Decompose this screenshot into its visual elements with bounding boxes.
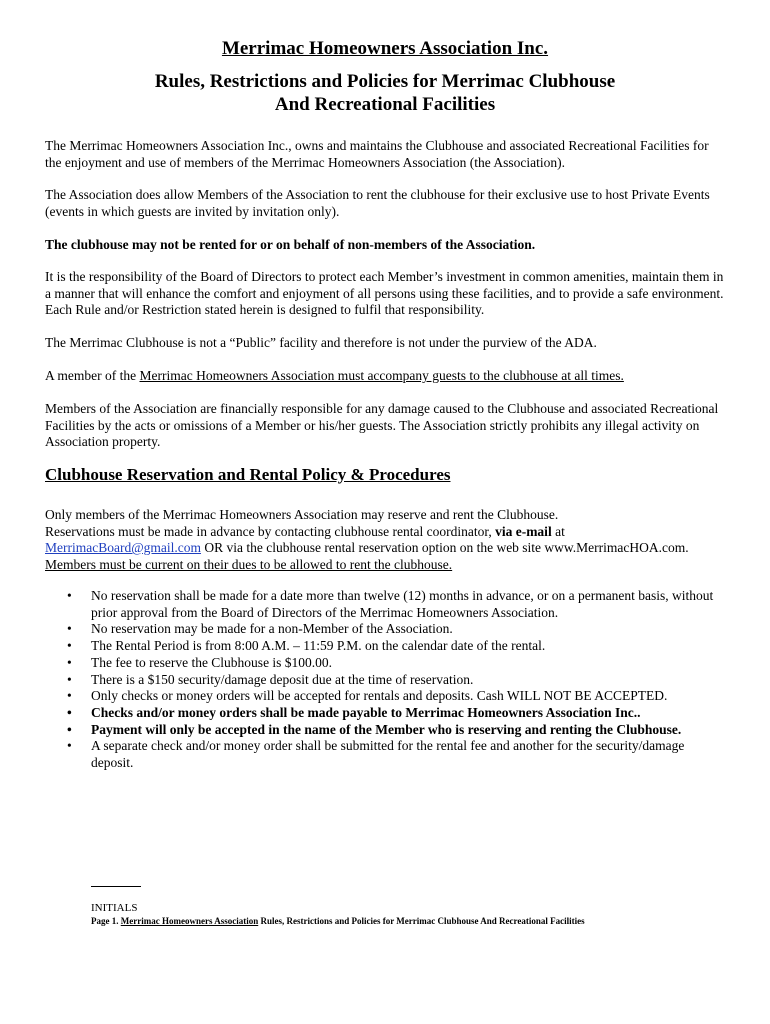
footer-page-label: Page 1. bbox=[91, 916, 121, 926]
list-item bbox=[45, 738, 725, 771]
contact-via-email: via e-mail bbox=[495, 523, 552, 539]
guests-underlined: Merrimac Homeowners Association must accompany guests to the clubhouse at all times. bbox=[139, 368, 624, 383]
list-item-text: Payment will only be accepted in the name of the Member who is reserving and renting the Clubhouse. bbox=[91, 721, 682, 737]
list-item bbox=[45, 722, 725, 739]
guests-prefix: A member of the bbox=[45, 368, 140, 383]
list-item bbox=[45, 621, 725, 638]
intro-paragraph-ownership: The Merrimac Homeowners Association Inc., owns and maintains the Clubhouse and associated Recreational Facilities for the enjoyment and use of members of the Merrimac Homeowners Association (the Association). bbox=[45, 138, 709, 170]
subtitle-line-1: Rules, Restrictions and Policies for Merrimac Clubhouse bbox=[154, 71, 616, 92]
intro-paragraph-board-responsibility: It is the responsibility of the Board of Directors to protect each Member’s investment in common amenities, maintain them in a manner that will enhance the comfort and enjoyment of all persons using these facilities, and to provide a safe environment. Each Rule and/or Restriction stated herein is designed to fulfil that responsibility. bbox=[45, 269, 724, 317]
footer-title: Rules, Restrictions and Policies for Merrimac Clubhouse And Recreational Facilities bbox=[258, 916, 585, 926]
list-item-text: A separate check and/or money order shall be submitted for the rental fee and another for the security/damage deposit. bbox=[91, 738, 685, 771]
page-footer bbox=[91, 916, 585, 926]
list-item-text: The Rental Period is from 8:00 A.M. – 11:59 P.M. on the calendar date of the rental. bbox=[91, 638, 546, 654]
bullet-icon: • bbox=[67, 688, 72, 704]
list-item-text: No reservation may be made for a non-Member of the Association. bbox=[91, 621, 453, 637]
list-item bbox=[45, 655, 725, 672]
intro-paragraph-non-members: The clubhouse may not be rented for or on behalf of non-members of the Association. bbox=[45, 237, 536, 252]
list-item bbox=[45, 672, 725, 689]
contact-at: at bbox=[551, 523, 565, 539]
bullet-icon: • bbox=[67, 654, 72, 670]
bullet-icon: • bbox=[67, 671, 72, 687]
list-item-text: Checks and/or money orders shall be made payable to Merrimac Homeowners Association Inc.. bbox=[91, 704, 641, 720]
reservation-line-contact bbox=[45, 524, 725, 541]
section-heading: Clubhouse Reservation and Rental Policy & Procedures bbox=[45, 465, 451, 484]
bullet-icon: • bbox=[67, 621, 72, 637]
initials-line bbox=[91, 886, 141, 887]
document-subtitle bbox=[0, 70, 770, 116]
list-item bbox=[45, 638, 725, 655]
document-title: Merrimac Homeowners Association Inc. bbox=[221, 38, 549, 59]
reservation-line-members: Only members of the Merrimac Homeowners Association may reserve and rent the Clubhouse. bbox=[45, 507, 559, 522]
list-item-text: No reservation shall be made for a date more than twelve (12) months in advance, or on a permanent basis, without prior approval from the Board of Directors of the Merrimac Homeowners Association. bbox=[91, 588, 714, 620]
list-item-text: Only checks or money orders will be accepted for rentals and deposits. Cash WILL NOT BE ACCEPTED. bbox=[91, 688, 668, 704]
website-text: OR via the clubhouse rental reservation option on the web site www.MerrimacHOA.com. bbox=[201, 540, 689, 555]
intro-paragraph-damage: Members of the Association are financially responsible for any damage caused to the Clubhouse and associated Recreational Facilities by the acts or omissions of a Member or his/her guests. The Association strictly prohibits any illegal activity on Association property. bbox=[45, 401, 719, 449]
email-link[interactable]: MerrimacBoard@gmail.com bbox=[45, 540, 202, 555]
intro-paragraph-private-events: The Association does allow Members of the Association to rent the clubhouse for their exclusive use to host Private Events (events in which guests are invited by invitation only). bbox=[45, 187, 710, 219]
bullet-icon: • bbox=[67, 704, 72, 720]
initials-label: INITIALS bbox=[91, 902, 138, 914]
list-item bbox=[45, 705, 725, 722]
list-item bbox=[45, 688, 725, 705]
rules-list bbox=[45, 588, 725, 772]
intro-paragraph-guests bbox=[45, 368, 725, 385]
list-item bbox=[45, 588, 725, 621]
intro-paragraph-ada: The Merrimac Clubhouse is not a “Public” facility and therefore is not under the purview of the ADA. bbox=[45, 335, 597, 350]
reservation-line-dues: Members must be current on their dues to be allowed to rent the clubhouse. bbox=[45, 556, 453, 572]
bullet-icon: • bbox=[67, 638, 72, 654]
footer-association: Merrimac Homeowners Association bbox=[120, 916, 259, 926]
reservation-block bbox=[45, 507, 725, 573]
contact-prefix: Reservations must be made in advance by contacting clubhouse rental coordinator, bbox=[45, 523, 496, 539]
reservation-line-email bbox=[45, 540, 725, 557]
list-item-text: There is a $150 security/damage deposit due at the time of reservation. bbox=[91, 671, 474, 687]
subtitle-line-2: And Recreational Facilities bbox=[274, 94, 496, 115]
bullet-icon: • bbox=[67, 588, 72, 603]
list-item-text: The fee to reserve the Clubhouse is $100.00. bbox=[91, 654, 333, 670]
bullet-icon: • bbox=[67, 738, 72, 754]
bullet-icon: • bbox=[67, 721, 72, 737]
